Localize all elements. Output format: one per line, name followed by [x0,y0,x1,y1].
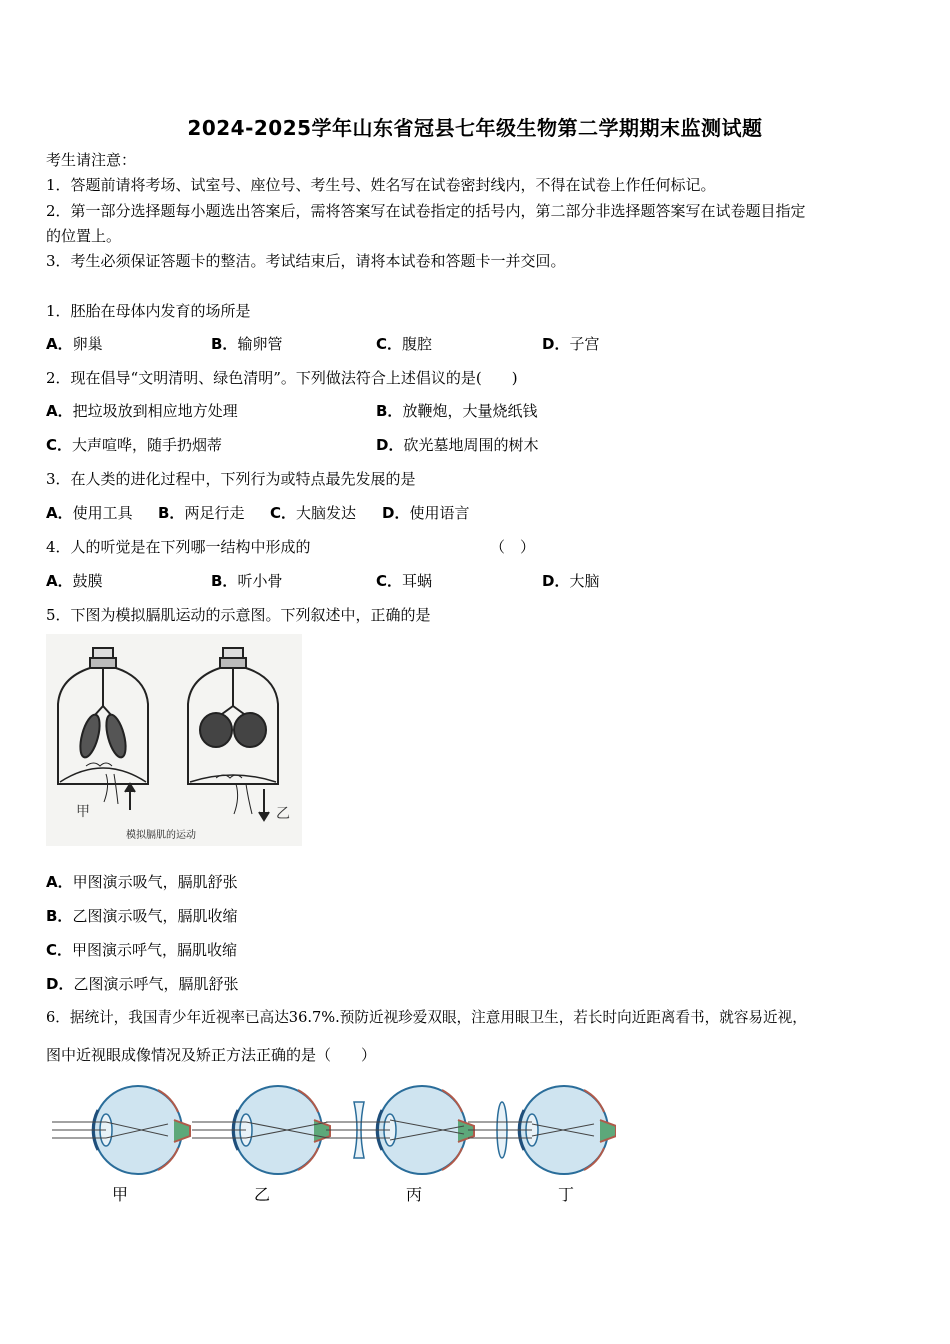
question-1-options [46,334,906,354]
option-c[interactable]: C．大声喧哗，随手扔烟蒂 [46,436,223,454]
option-a[interactable]: A．使用工具 [46,504,133,522]
question-3-stem: 3．在人类的进化过程中，下列行为或特点最先发展的是 [46,470,416,488]
question-4-stem: 4．人的听觉是在下列哪一结构中形成的 [46,538,311,556]
option-d[interactable]: D．子宫 [542,335,600,353]
question-5-option-b[interactable]: B．乙图演示吸气，膈肌收缩 [46,907,238,925]
question-6-stem-cont: 图中近视眼成像情况及矫正方法正确的是（ ） [46,1046,377,1064]
option-c[interactable]: C．腹腔 [376,335,433,353]
question-5-option-c[interactable]: C．甲图演示呼气，膈肌收缩 [46,941,238,959]
bell-jar-left [58,648,148,810]
option-a[interactable]: A．鼓膜 [46,572,103,590]
figure-caption: 模拟膈肌的运动 [126,830,196,841]
answer-blank[interactable]: （ ） [490,538,536,556]
question-4-options [46,571,906,591]
option-b[interactable]: B．听小骨 [211,572,283,590]
question-1-stem: 1．胚胎在母体内发育的场所是 [46,302,251,320]
bell-jar-right [188,648,278,820]
diaphragm-model-drawing [46,634,302,846]
option-b[interactable]: B．输卵管 [211,335,283,353]
eye-yi [192,1086,330,1174]
figure-label-yi: 乙 [276,806,290,822]
option-b[interactable]: B．放鞭炮，大量烧纸钱 [376,402,538,420]
question-2-stem: 2．现在倡导“文明清明、绿色清明”。下列做法符合上述倡议的是( ) [46,369,518,387]
option-a[interactable]: A．把垃圾放到相应地方处理 [46,402,238,420]
question-2-options-row1 [46,401,906,421]
option-d[interactable]: D．砍光墓地周围的树木 [376,436,539,454]
question-6-stem: 6．据统计，我国青少年近视率已高达36.7%.预防近视珍爱双眼，注意用眼卫生，若长时向近距离看书，就容易近视， [46,1009,807,1026]
notice-item-1: 1．答题前请将考场、试室号、座位号、考生号、姓名写在试卷密封线内，不得在试卷上作任何标记。 [46,176,716,194]
eye-label-yi: 乙 [254,1185,271,1204]
eye-diagrams-drawing [46,1082,616,1182]
question-2-options-row2 [46,435,906,455]
question-5-stem: 5．下图为模拟膈肌运动的示意图。下列叙述中，正确的是 [46,606,431,624]
eye-label-bing: 丙 [406,1185,423,1204]
option-d[interactable]: D．使用语言 [382,504,470,522]
eye-jia [52,1086,190,1174]
question-3-options [46,503,906,523]
option-c[interactable]: C．耳蜗 [376,572,433,590]
option-d[interactable]: D．大脑 [542,572,600,590]
eye-label-ding: 丁 [558,1185,575,1204]
notice-item-2-cont: 的位置上。 [46,227,122,245]
figure-label-jia: 甲 [76,804,90,820]
eye-bing [326,1086,474,1174]
eye-label-jia: 甲 [112,1185,129,1204]
eye-ding [468,1086,616,1174]
option-b[interactable]: B．两足行走 [158,504,245,522]
notice-item-2: 2．第一部分选择题每小题选出答案后，需将答案写在试卷指定的括号内，第二部分非选择题答案写在试卷题目指定 [46,202,806,220]
eye-diagrams [46,1082,616,1204]
diaphragm-model-figure [46,634,302,846]
question-5-option-a[interactable]: A．甲图演示吸气，膈肌舒张 [46,873,238,891]
notice-item-3: 3．考生必须保证答题卡的整洁。考试结束后，请将本试卷和答题卡一并交回。 [46,252,566,270]
question-5-option-d[interactable]: D．乙图演示呼气，膈肌舒张 [46,975,239,993]
notice-heading: 考生请注意： [46,151,137,169]
page-title: 2024-2025学年山东省冠县七年级生物第二学期期末监测试题 [187,116,763,140]
option-c[interactable]: C．大脑发达 [270,504,357,522]
option-a[interactable]: A．卵巢 [46,335,103,353]
